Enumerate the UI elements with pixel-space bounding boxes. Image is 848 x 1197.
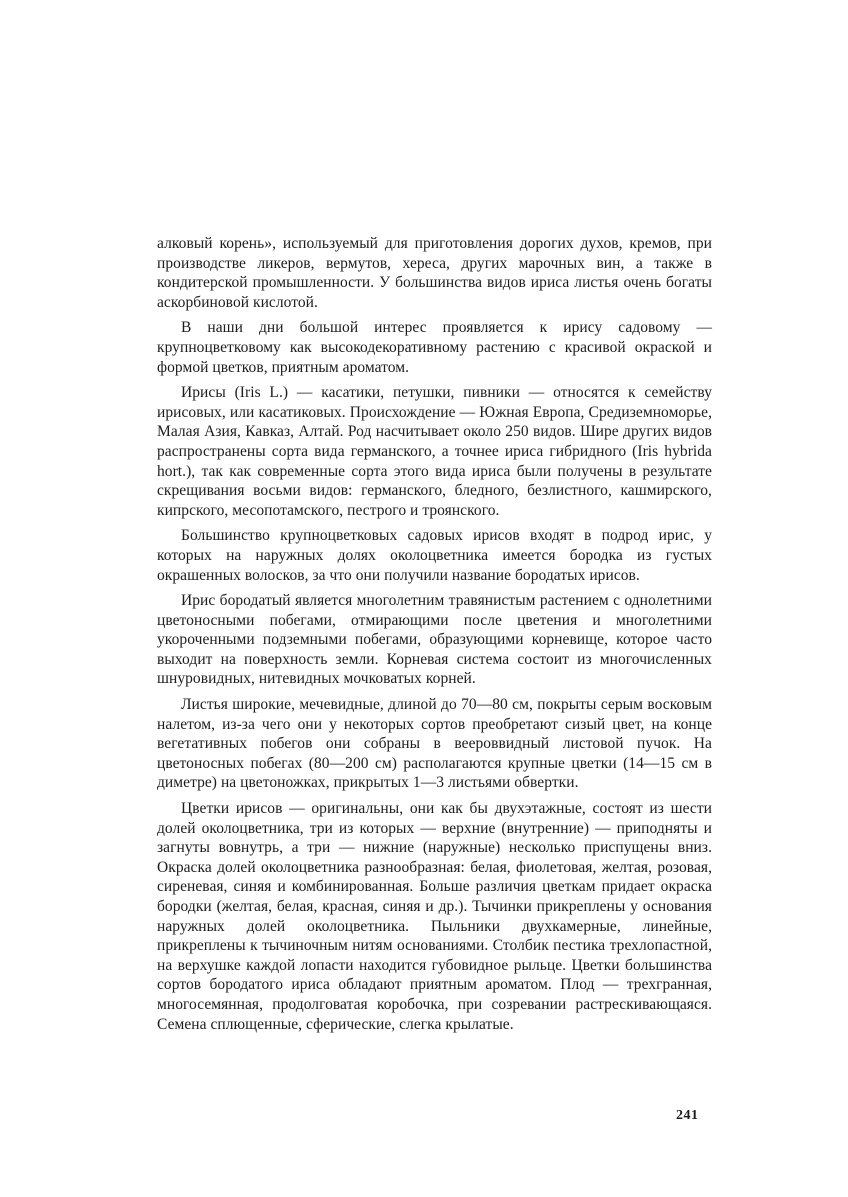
paragraph-leaves: Листья широкие, мечевидные, длиной до 70—80 см, покрыты серым восковым налетом, из-за чего они у некоторых сортов преобретают сизый цвет, на конце вегетативных побегов они собраны в веероввидный листовой пучок. На цветоносных побегах (80—200 см) располагаются крупные цветки (14—15 см в диметре) на цветоножках, прикрытых 1—3 листьями обвертки. [157,696,712,792]
paragraph-continuation: алковый корень», используемый для приготовления дорогих духов, кремов, при производстве ликеров, вермутов, хереса, других марочных вин, а также в кондитерской промышленности. У большинства видов ириса листья очень богаты аскорбиновой кислотой. [157,235,712,311]
paragraph-iris-origin: Ирисы (Iris L.) — касатики, петушки, пивники — относятся к семейству ирисовых, или касатиковых. Происхождение — Южная Европа, Средиземноморье, Малая Азия, Кавказ, Алтай. Род насчитывает около 250 видов. Шире других видов распространены сорта вида германского, а точнее ириса гибридного (Iris hybrida hort.), так как современные сорта этого вида ириса были получены в результате скрещивания восьми видов: германского, бледного, безлистного, кашмирского, кипрского, месопотамского, пестрого и троянского. [157,384,712,519]
paragraph-bearded-iris-subgenus: Большинство крупноцветковых садовых ирисов входят в подрод ирис, у которых на наружных долях околоцветника имеется бородка из густых окрашенных волосков, за что они получили название бородатых ирисов. [157,527,712,584]
body-text [157,234,712,1040]
paragraph-flowers: Цветки ирисов — оригинальны, они как бы двухэтажные, состоят из шести долей околоцветника, три из которых — верхние (внутренние) — приподняты и загнуты вовнутрь, а три — нижние (наружные) несколько приспущены вниз. Окраска долей околоцветника разнообразная: белая, фиолетовая, желтая, розовая, сиреневая, синяя и комбинированная. Больше различия цветкам придает окраска бородки (желтая, белая, красная, синяя и др.). Тычинки прикреплены у основания наружных долей околоцветника. Пыльники двухкамерные, линейные, прикреплены к тычиночным нитям основаниями. Столбик пестика трехлопастной, на верхушке каждой лопасти находится губовидное рыльце. Цветки большинства сортов бородатого ириса обладают приятным ароматом. Плод — трехгранная, многосемянная, продолговатая коробочка, при созревании растрескивающаяся. Семена сплющенные, сферические, слегка крылатые. [157,800,712,1033]
paragraph-bearded-iris-description: Ирис бородатый является многолетним травянистым растением с однолетними цветоносными побегами, отмирающими после цветения и многолетними укороченными подземными побегами, образующими корневище, которое часто выходит на поверхность земли. Корневая система состоит из многочисленных шнуровидных, нитевидных мочковатых корней. [157,592,712,688]
page-number: 241 [676,1108,699,1123]
paragraph-garden-iris: В наши дни большой интерес проявляется к ирису садовому — крупноцветковому как высокодекоративному растению с красивой окраской и формой цветков, приятным ароматом. [157,319,712,376]
